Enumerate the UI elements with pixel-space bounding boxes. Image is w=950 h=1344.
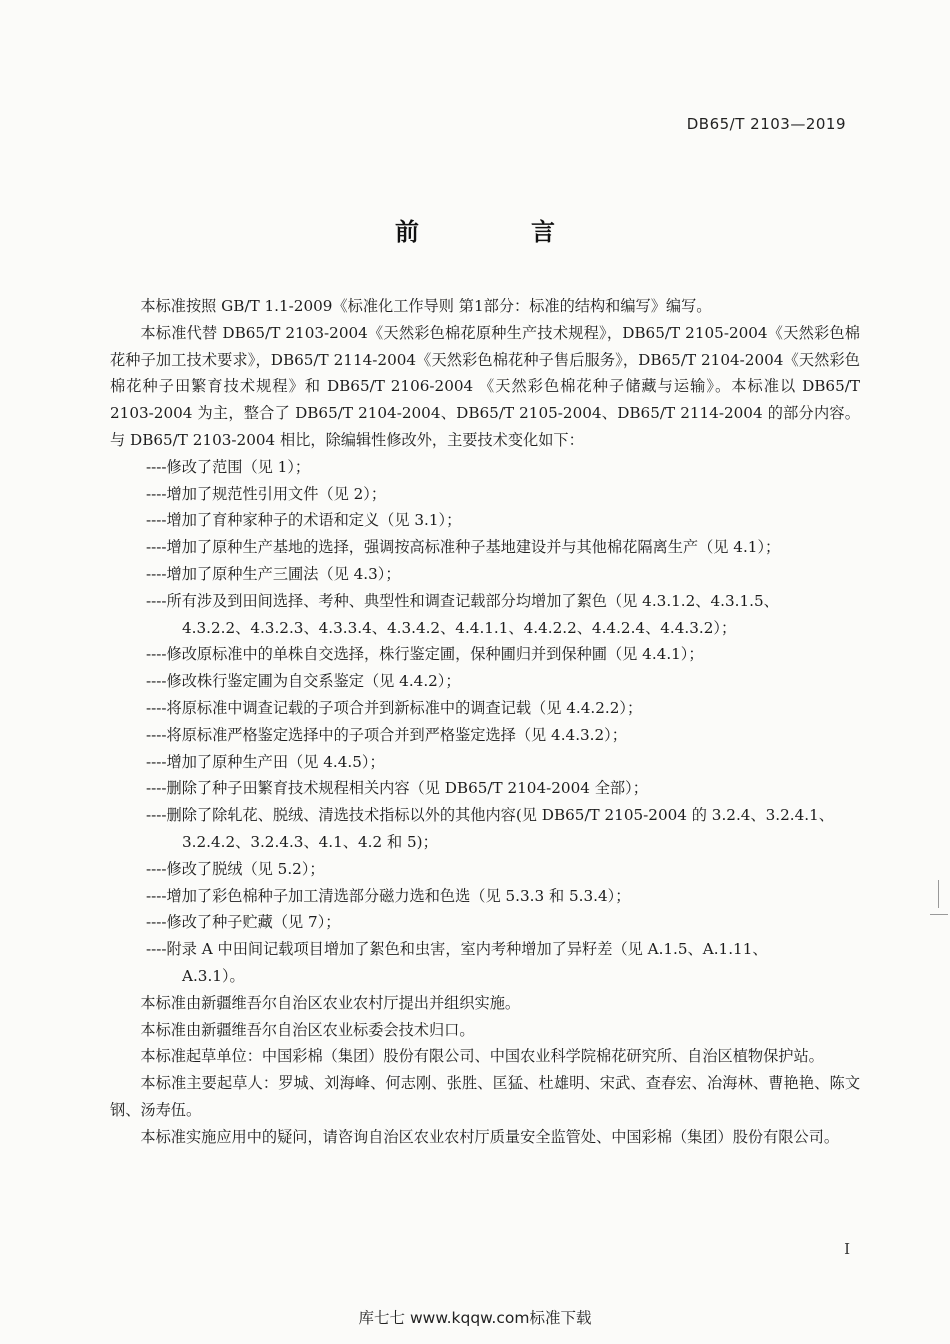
list-item: ----增加了原种生产田（见 4.4.5）； bbox=[146, 752, 385, 771]
standard-code: DB65/T 2103—2019 bbox=[686, 115, 846, 133]
page-title: 前 言 bbox=[395, 218, 599, 246]
paragraph: 本标准由新疆维吾尔自治区农业标委会技术归口。 bbox=[140, 1020, 475, 1039]
list-item: ----修改了范围（见 1）； bbox=[146, 457, 311, 476]
list-item: ----将原标准严格鉴定选择中的子项合并到严格鉴定选择（见 4.4.3.2）； bbox=[146, 725, 627, 744]
scan-mark bbox=[938, 880, 939, 908]
paragraph: 本标准按照 GB/T 1.1-2009《标准化工作导则 第1部分：标准的结构和编写》编写。 bbox=[140, 297, 712, 315]
list-item-continuation: A.3.1）。 bbox=[182, 966, 245, 985]
list-item: ----修改原标准中的单株自交选择，株行鉴定圃，保种圃归并到保种圃（见 4.4.1）； bbox=[146, 645, 704, 664]
list-item: ----增加了育种家种子的术语和定义（见 3.1）； bbox=[146, 511, 462, 530]
list-item-continuation: 4.3.2.2、4.3.2.3、4.3.3.4、4.3.4.2、4.4.1.1、4.4.2.2、4.4.2.4、4.4.3.2）； bbox=[182, 618, 737, 637]
scan-mark bbox=[930, 914, 948, 915]
footer-watermark: 库七七 www.kqqw.com标准下载 bbox=[358, 1309, 592, 1327]
list-item: ----修改了种子贮藏（见 7）； bbox=[146, 913, 341, 932]
list-item: ----修改株行鉴定圃为自交系鉴定（见 4.4.2）； bbox=[146, 672, 461, 691]
page-number: I bbox=[844, 1240, 850, 1258]
list-item-continuation: 3.2.4.2、3.2.4.3、4.1、4.2 和 5)； bbox=[182, 832, 438, 851]
list-item: ----增加了彩色棉种子加工清选部分磁力选和色选（见 5.3.3 和 5.3.4）； bbox=[146, 886, 631, 905]
paragraph: 本标准主要起草人：罗城、刘海峰、何志刚、张胜、匡猛、杜雄明、宋武、查春宏、冶海林、曹艳艳、陈文钢、汤寿伍。 bbox=[110, 1074, 860, 1119]
list-item: ----附录 A 中田间记载项目增加了絮色和虫害，室内考种增加了异籽差（见 A.1.5、A.1.11、 bbox=[146, 940, 768, 959]
document-body bbox=[110, 293, 860, 1151]
list-item: ----增加了原种生产三圃法（见 4.3）； bbox=[146, 564, 401, 583]
list-item: ----将原标准中调查记载的子项合并到新标准中的调查记载（见 4.4.2.2）； bbox=[146, 698, 643, 717]
list-item: ----修改了脱绒（见 5.2）； bbox=[146, 859, 325, 878]
list-item: ----删除了除轧花、脱绒、清选技术指标以外的其他内容(见 DB65/T 2105-2004 的 3.2.4、3.2.4.1、 bbox=[146, 806, 834, 825]
list-item: ----增加了原种生产基地的选择，强调按高标准种子基地建设并与其他棉花隔离生产（见 4.1）； bbox=[146, 538, 781, 557]
paragraph: 本标准起草单位：中国彩棉（集团）股份有限公司、中国农业科学院棉花研究所、自治区植物保护站。 bbox=[140, 1047, 824, 1066]
list-item: ----增加了规范性引用文件（见 2）； bbox=[146, 484, 387, 503]
list-item: ----所有涉及到田间选择、考种、典型性和调查记载部分均增加了絮色（见 4.3.1.2、4.3.1.5、 bbox=[146, 591, 779, 610]
paragraph: 本标准由新疆维吾尔自治区农业农村厅提出并组织实施。 bbox=[140, 993, 521, 1012]
list-item: ----删除了种子田繁育技术规程相关内容（见 DB65/T 2104-2004 全部）； bbox=[146, 779, 648, 798]
paragraph: 本标准代替 DB65/T 2103-2004《天然彩色棉花原种生产技术规程》，DB65/T 2105-2004《天然彩色棉花种子加工技术要求》，DB65/T 2114-2004《天然彩色棉花种子售后服务》，DB65/T 2104-2004《天然彩色棉花种子田繁育技术规程》和 DB65/T 2106-2004 《天然彩色棉花种子储藏与运输》。本标准以 DB65/T 2103-2004 为主，整合了 DB65/T 2104-2004、DB65/T 2105-2004、DB65/T 2114-2004 的部分内容。与 DB65/T 2103-2004 相比，除编辑性修改外，主要技术变化如下： bbox=[110, 323, 860, 449]
paragraph: 本标准实施应用中的疑问，请咨询自治区农业农村厅质量安全监管处、中国彩棉（集团）股份有限公司。 bbox=[140, 1127, 840, 1146]
